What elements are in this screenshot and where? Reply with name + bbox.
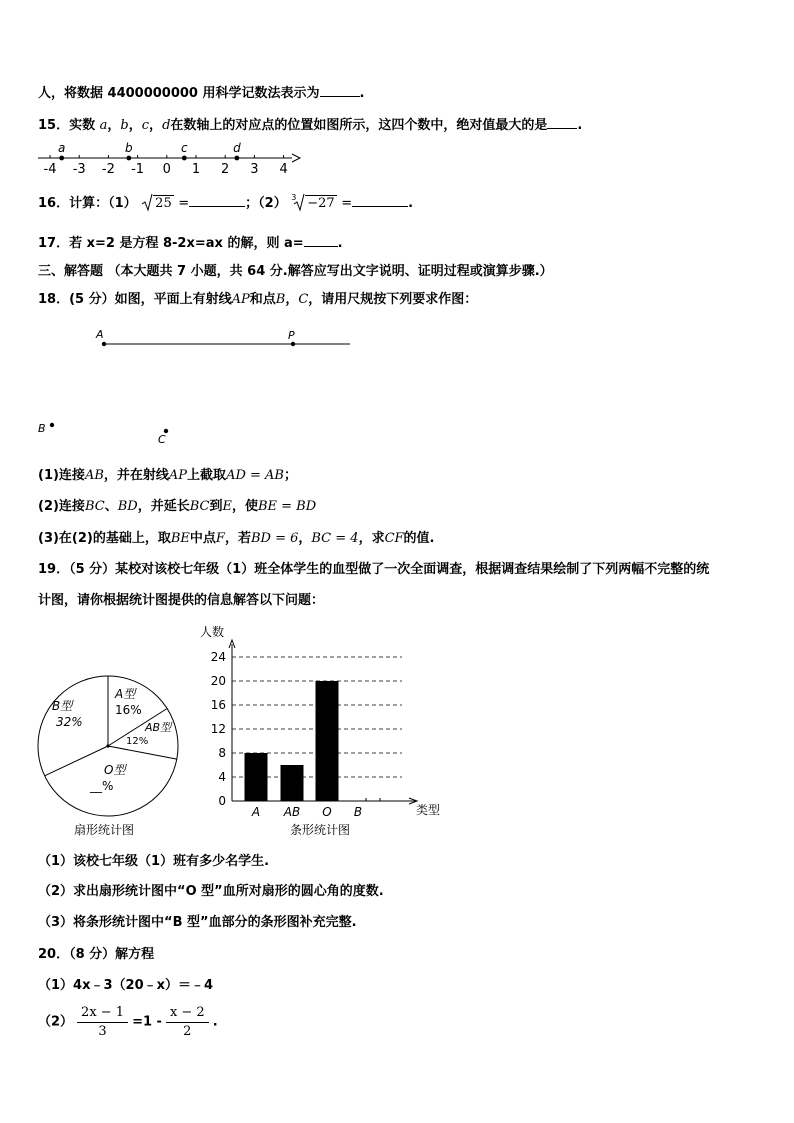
label-b: B: [38, 422, 46, 435]
var-d: d: [162, 118, 171, 133]
q17-line: 17．若 x=2 是方程 8-2x=ax 的解，则 a= .: [38, 236, 343, 251]
label-a: A: [96, 328, 104, 341]
fraction-2: $\frac{x - 2}{2}$: [166, 1004, 209, 1041]
pie-percent-b: 32%: [56, 715, 83, 729]
q14-text: 人，将数据 4400000000 用科学记数法表示为: [38, 86, 320, 101]
point-b: [50, 423, 54, 427]
q20-title: 20．（8 分）解方程: [38, 947, 155, 962]
number-line-arrow-icon: [292, 154, 300, 162]
bar-chart: [190, 620, 460, 842]
bar-caption: 条形统计图: [290, 823, 351, 837]
q14-tail-line: 人，将数据 4400000000 用科学记数法表示为 .: [38, 86, 365, 101]
number-line-point-b: [126, 156, 131, 161]
bar-ytick-label: 8: [218, 746, 226, 760]
q19-line1: 19．（5 分）某校对该校七年级（1）班全体学生的血型做了一次全面调查，根据调查结果绘制了下列两幅不完整的统: [38, 562, 710, 577]
q17-answer-blank[interactable]: [304, 234, 338, 247]
q18-sub2: (2)连接BC、BD，并延长BC到E，使BE = BD: [38, 499, 317, 514]
number-line-tick-label: -1: [131, 162, 145, 177]
section-3-heading: 三、解答题 （本大题共 7 小题，共 64 分.解答应写出文字说明、证明过程或演算步骤.）: [38, 264, 553, 279]
cbrt-expression: 3 −27: [291, 196, 336, 212]
bar-ytick-label: 20: [210, 674, 226, 688]
bar-chart-xlabel: 类型: [416, 803, 441, 817]
q16-line: 16．计算：（1） 25 = ；（2） 3 −27 = .: [38, 194, 413, 212]
bar-o: [316, 681, 339, 801]
q18-sub3: (3)在(2)的基础上，取BE中点F，若BD = 6，BC = 4，求CF的值.: [38, 531, 435, 546]
var-b: b: [120, 118, 129, 133]
pie-label-ab: AB型: [145, 721, 172, 734]
number-line-point-a: [59, 156, 64, 161]
number-line-point-label: b: [125, 141, 133, 155]
radical-sign-icon: [293, 194, 305, 212]
pie-percent-a: 16%: [115, 703, 142, 717]
var-a: a: [99, 118, 108, 133]
q18-intro: 18．(5 分）如图，平面上有射线AP和点B，C，请用尺规按下列要求作图：: [38, 292, 478, 307]
bar-ytick-label: 4: [218, 770, 226, 784]
q19-line2: 计图，请你根据统计图提供的信息解答以下问题：: [38, 593, 325, 608]
label-c: C: [158, 433, 166, 446]
bar-ab: [281, 765, 304, 801]
q16-answer-blank-1[interactable]: [189, 194, 245, 207]
fraction-1: $\frac{2x - 1}{3}$: [77, 1004, 128, 1041]
point-a: [102, 342, 106, 346]
bar-ytick-label: 12: [210, 722, 226, 736]
number-line-point-label: d: [233, 141, 241, 155]
q15-answer-blank[interactable]: [547, 116, 577, 129]
bar-a: [245, 753, 268, 801]
q19-sub1: （1）该校七年级（1）班有多少名学生.: [38, 854, 270, 869]
pie-percent-o: __%: [90, 779, 114, 793]
bar-chart-ylabel: 人数: [200, 625, 225, 639]
number-line-point-label: a: [58, 141, 66, 155]
number-line-tick-label: -2: [101, 162, 115, 177]
q19-sub3: （3）将条形统计图中“B 型”血部分的条形图补充完整.: [38, 915, 357, 930]
q15-text-line: 15．实数 a，b，c，d在数轴上的对应点的位置如图所示，这四个数中，绝对值最大的是 .: [38, 118, 583, 133]
pie-label-o: O型: [104, 763, 126, 777]
pie-label-a: A型: [115, 687, 136, 701]
q20-eq2: （2） $\frac{2x - 1}{3}$ =1 - $\frac{x - 2}{2}$ .: [38, 1005, 218, 1039]
bar-category-label: AB: [283, 805, 301, 819]
number-line-tick-label: 2: [221, 162, 230, 177]
number-line-tick-label: 3: [250, 162, 259, 177]
q18-figure: [30, 322, 370, 452]
pie-center: [106, 744, 109, 747]
sqrt-expression: 25: [141, 196, 174, 212]
bar-category-label: B: [353, 805, 363, 819]
var-c: c: [141, 118, 150, 133]
bar-ytick-label: 16: [210, 698, 226, 712]
number-line-point-d: [234, 156, 239, 161]
bar-ytick-label: 0: [218, 794, 226, 808]
q16-answer-blank-2[interactable]: [352, 194, 408, 207]
number-line-tick-label: -4: [43, 162, 57, 177]
radical-sign-icon: [141, 194, 153, 212]
number-line-tick-label: -3: [72, 162, 86, 177]
pie-label-b: B型: [52, 699, 73, 713]
number-line-point-c: [182, 156, 187, 161]
number-line-tick-label: 1: [191, 162, 201, 177]
pie-chart: [30, 668, 190, 843]
q14-answer-blank[interactable]: [320, 84, 360, 97]
root-index: 3: [291, 193, 297, 202]
q20-eq1: （1）4x﹣3（20﹣x）＝﹣4: [38, 978, 214, 993]
number-line-tick-label: 4: [279, 162, 288, 177]
point-p: [291, 342, 295, 346]
bar-ytick-label: 24: [210, 650, 226, 664]
pie-percent-ab: 12%: [126, 736, 149, 747]
label-p: P: [288, 329, 295, 342]
q19-sub2: （2）求出扇形统计图中“O 型”血所对扇形的圆心角的度数.: [38, 884, 384, 899]
bar-category-label: A: [251, 805, 261, 819]
q18-sub1: (1)连接AB，并在射线AP上截取AD = AB；: [38, 468, 297, 483]
bar-category-label: O: [322, 805, 332, 819]
number-line-point-label: c: [181, 141, 188, 155]
number-line-figure: [30, 138, 310, 180]
pie-caption: 扇形统计图: [74, 823, 135, 837]
number-line-tick-label: 0: [162, 162, 171, 177]
